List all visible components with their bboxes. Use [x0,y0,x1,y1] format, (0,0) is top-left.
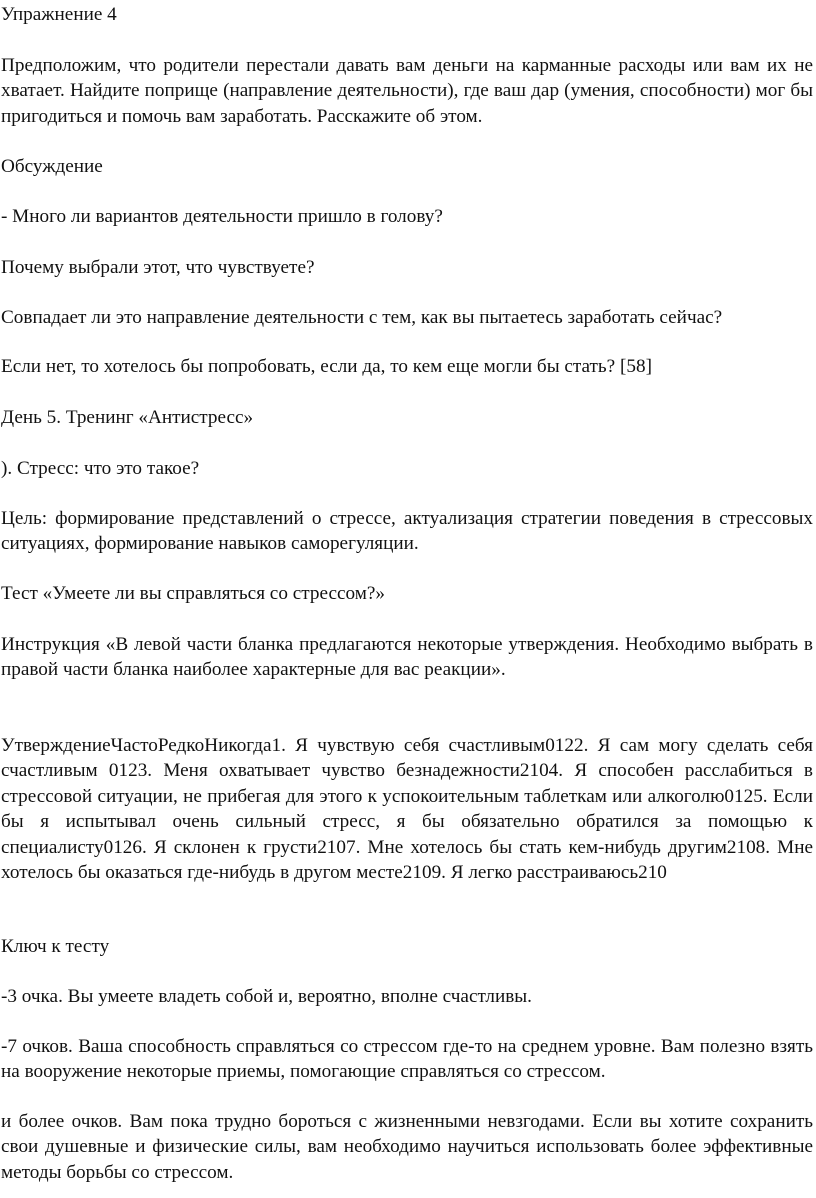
exercise-heading: Упражнение 4 [1,4,117,25]
key-result-3: и более очков. Вам пока трудно бороться с жизненными невзгодами. Если вы хотите сохранить свои душевные и физические силы, вам необходимо научиться использовать более эффективные методы борьбы со стрессом. [1,1111,813,1183]
test-table-text: УтверждениеЧастоРедкоНикогда1. Я чувствую себя счастливым0122. Я сам могу сделать себя счастливым 0123. Меня охватывает чувство безнадежности2104. Я способен расслабиться в стрессовой ситуации, не прибегая для этого к успокоительным таблеткам или алкоголю0125. Если бы я испытывал очень сильный стресс, я бы обязательно обратился за помощью к специалисту0126. Я склонен к грусти2107. Мне хотелось бы стать кем-нибудь другим2108. Мне хотелось бы оказаться где-нибудь в другом месте2109. Я легко расстраиваюсь210 [1,735,813,884]
instruction-paragraph: Инструкция «В левой части бланка предлагаются некоторые утверждения. Необходимо выбрать в правой части бланка наиболее характерные для вас реакции». [1,634,813,681]
goal-paragraph: Цель: формирование представлений о стрессе, актуализация стратегии поведения в стрессовых ситуациях, формирование навыков саморегуляции. [1,508,813,555]
key-heading: Ключ к тесту [1,936,110,957]
discussion-question-2: Почему выбрали этот, что чувствуете? [1,257,315,278]
exercise-text: Предположим, что родители перестали давать вам деньги на карманные расходы или вам их не хватает. Найдите поприще (направление деятельности), где ваш дар (умения, способности) мог бы пригодиться и помочь вам заработать. Расскажите об этом. [1,55,813,127]
day-heading: День 5. Тренинг «Антистресс» [1,407,254,428]
discussion-heading: Обсуждение [1,156,103,177]
section-heading: ). Стресс: что это такое? [1,458,200,479]
key-result-1: -3 очка. Вы умеете владеть собой и, вероятно, вполне счастливы. [1,986,532,1007]
discussion-question-4: Если нет, то хотелось бы попробовать, если да, то кем еще могли бы стать? [58] [1,356,652,377]
key-result-2: -7 очков. Ваша способность справляться со стрессом где-то на среднем уровне. Вам полезно взять на вооружение некоторые приемы, помогающие справляться со стрессом. [1,1036,813,1083]
discussion-question-1: - Много ли вариантов деятельности пришло в голову? [1,206,443,227]
test-title: Тест «Умеете ли вы справляться со стрессом?» [1,583,385,604]
discussion-question-3: Совпадает ли это направление деятельности с тем, как вы пытаетесь заработать сейчас? [1,307,723,328]
